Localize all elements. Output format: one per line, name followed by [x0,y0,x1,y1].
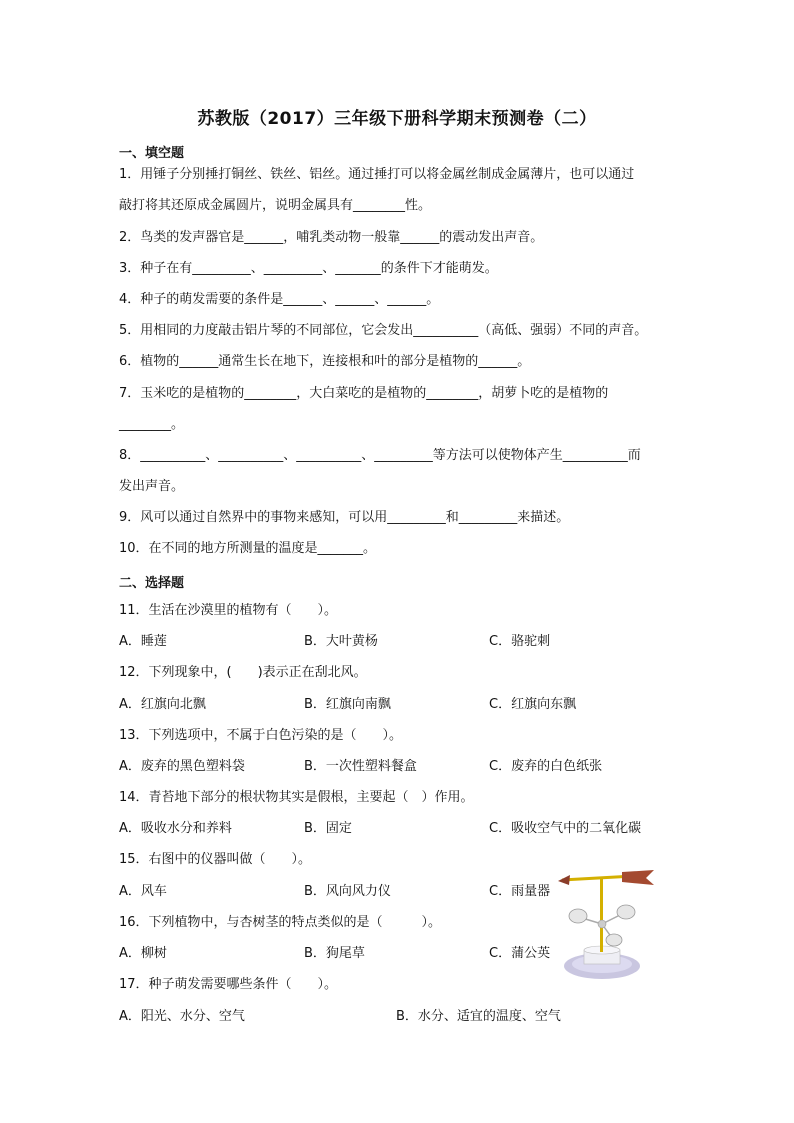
question-6: 6．植物的______通常生长在地下，连接根和叶的部分是植物的______。 [119,354,531,369]
question-17-option-a: A．阳光、水分、空气 [119,1009,245,1024]
question-14-option-c: C．吸收空气中的二氧化碳 [489,821,642,836]
question-15-option-c: C．雨量器 [489,884,551,899]
section-choice-heading: 二、选择题 [119,576,185,591]
question-15: 15．右图中的仪器叫做（ ）。 [119,852,312,867]
question-11-option-b: B．大叶黄杨 [304,634,378,649]
question-14-option-a: A．吸收水分和养料 [119,821,232,836]
question-2: 2．鸟类的发声器官是______，哺乳类动物一般靠______的震动发出声音。 [119,230,544,245]
question-17: 17．种子萌发需要哪些条件（ ）。 [119,977,338,992]
section-fill-heading: 一、填空题 [119,146,185,161]
question-5: 5．用相同的力度敲击铝片琴的不同部位，它会发出__________（高低、强弱）不同的声音。 [119,323,648,338]
question-7-line-1: 7．玉米吃的是植物的________，大白菜吃的是植物的________，胡萝卜吃的是植物的 [119,386,609,401]
question-12-option-c: C．红旗向东飘 [489,697,577,712]
question-14-option-b: B．固定 [304,821,352,836]
page-title: 苏教版（2017）三年级下册科学期末预测卷（二） [197,109,597,129]
question-10: 10．在不同的地方所测量的温度是_______。 [119,541,377,556]
question-9: 9．风可以通过自然界中的事物来感知，可以用_________和_________来描述。 [119,510,570,525]
question-15-option-a: A．风车 [119,884,167,899]
question-12-option-a: A．红旗向北飘 [119,697,206,712]
question-7-line-2: ________。 [119,417,185,432]
question-14: 14．青苔地下部分的根状物其实是假根，主要起（ ）作用。 [119,790,474,805]
question-13-option-a: A．废弃的黑色塑料袋 [119,759,245,774]
question-1-line-2: 敲打将其还原成金属圆片，说明金属具有________性。 [119,198,432,213]
question-3: 3．种子在有_________、_________、_______的条件下才能萌发。 [119,261,498,276]
question-13-option-b: B．一次性塑料餐盒 [304,759,417,774]
question-16-option-b: B．狗尾草 [304,946,365,961]
question-12: 12．下列现象中，( )表示正在刮北风。 [119,665,367,680]
question-13: 13．下列选项中，不属于白色污染的是（ ）。 [119,728,403,743]
question-8-line-2: 发出声音。 [119,479,185,494]
question-12-option-b: B．红旗向南飘 [304,697,391,712]
question-13-option-c: C．废弃的白色纸张 [489,759,603,774]
question-1-line-1: 1．用锤子分别捶打铜丝、铁丝、铝丝。通过捶打可以将金属丝制成金属薄片，也可以通过 [119,167,635,182]
question-11: 11．生活在沙漠里的植物有（ ）。 [119,603,338,618]
question-17-option-b: B．水分、适宜的温度、空气 [396,1009,561,1024]
question-11-option-c: C．骆驼刺 [489,634,551,649]
wind-vane-anemometer-illustration [556,866,666,984]
question-16: 16．下列植物中，与杏树茎的特点类似的是（ ）。 [119,915,442,930]
question-8-line-1: 8．__________、__________、__________、_________等方法可以使物体产生__________而 [119,448,641,463]
question-11-option-a: A．睡莲 [119,634,167,649]
question-15-option-b: B．风向风力仪 [304,884,391,899]
question-16-option-c: C．蒲公英 [489,946,551,961]
question-4: 4．种子的萌发需要的条件是______、______、______。 [119,292,440,307]
question-16-option-a: A．柳树 [119,946,167,961]
